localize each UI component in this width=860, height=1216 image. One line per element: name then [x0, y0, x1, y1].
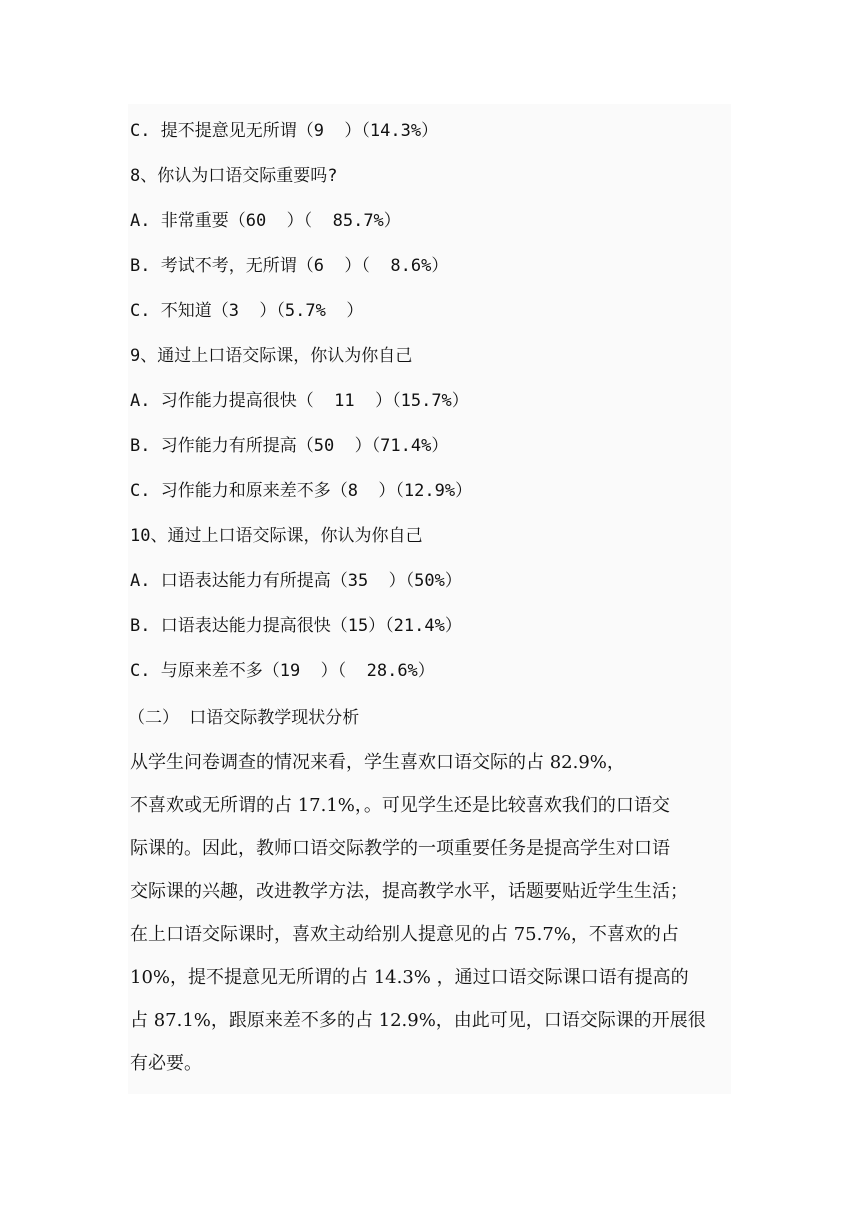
survey-option-8c: C. 不知道（3 ）（5.7% ）	[130, 301, 364, 321]
analysis-line-7: 占 87.1%，跟原来差不多的占 12.9%，由此可见，口语交际课的开展很	[130, 1010, 706, 1031]
analysis-line-5: 在上口语交际课时，喜欢主动给别人提意见的占 75.7%，不喜欢的占	[130, 924, 679, 945]
survey-option-7c: C. 提不提意见无所谓（9 ）（14.3%）	[130, 121, 439, 141]
survey-question-10: 10、通过上口语交际课，你认为你自己	[130, 526, 423, 546]
analysis-line-4: 交际课的兴趣，改进教学方法，提高教学水平，话题要贴近学生生活；	[130, 881, 688, 902]
survey-option-9b: B. 习作能力有所提高（50 ）（71.4%）	[130, 436, 449, 456]
survey-option-8a: A. 非常重要（60 ）（ 85.7%）	[130, 211, 401, 231]
analysis-line-8: 有必要。	[130, 1053, 202, 1074]
survey-option-8b: B. 考试不考，无所谓（6 ）（ 8.6%）	[130, 256, 449, 276]
survey-question-8: 8、你认为口语交际重要吗?	[130, 166, 338, 186]
survey-option-9c: C. 习作能力和原来差不多（8 ）（12.9%）	[130, 481, 473, 501]
survey-option-10c: C. 与原来差不多（19 ）（ 28.6%）	[130, 661, 435, 681]
analysis-line-1: 从学生问卷调查的情况来看，学生喜欢口语交际的占 82.9%，	[130, 752, 625, 773]
survey-option-10b: B. 口语表达能力提高很快（15）（21.4%）	[130, 616, 462, 636]
survey-question-9: 9、通过上口语交际课，你认为你自己	[130, 346, 413, 366]
analysis-line-3: 际课的。因此，教师口语交际教学的一项重要任务是提高学生对口语	[130, 838, 670, 859]
analysis-line-2: 不喜欢或无所谓的占 17.1%，。可见学生还是比较喜欢我们的口语交	[130, 795, 670, 816]
survey-option-9a: A. 习作能力提高很快（ 11 ）（15.7%）	[130, 391, 469, 411]
analysis-line-6: 10%，提不提意见无所谓的占 14.3% ，通过口语交际课口语有提高的	[130, 967, 689, 988]
section-heading: （二） 口语交际教学现状分析	[128, 708, 360, 728]
survey-option-10a: A. 口语表达能力有所提高（35 ）（50%）	[130, 571, 462, 591]
